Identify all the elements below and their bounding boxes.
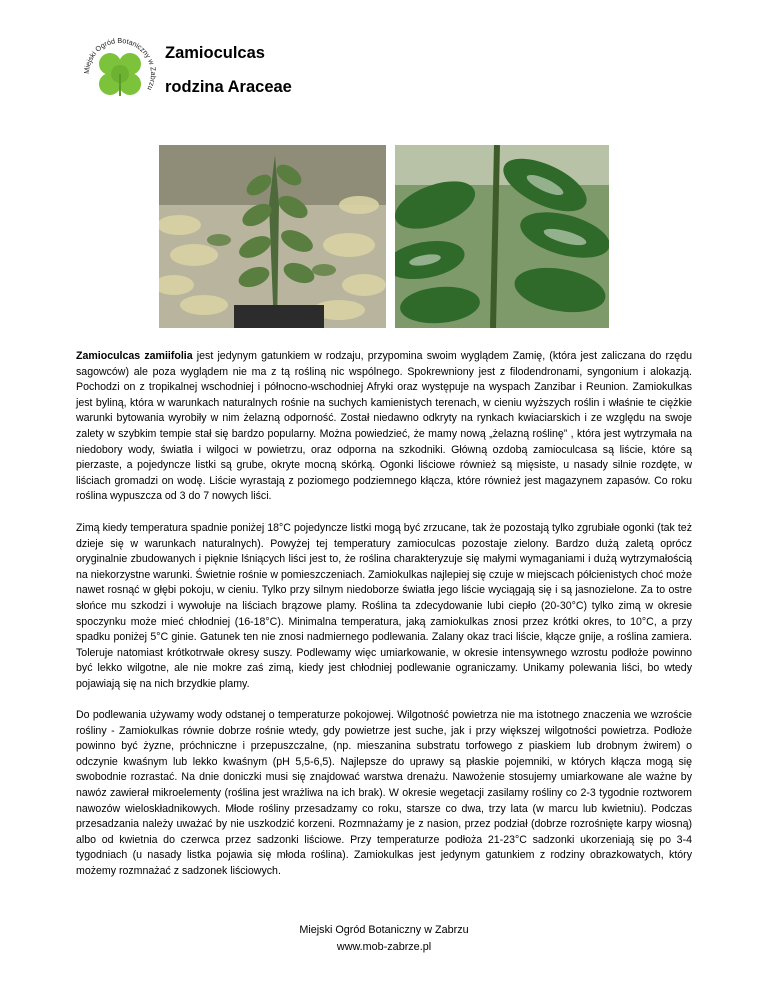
page-title: Zamioculcas: [165, 44, 265, 62]
footer-url: www.mob-zabrze.pl: [336, 941, 432, 953]
footer-name: Miejski Ogród Botaniczny w Zabrzu: [299, 924, 469, 936]
photo-leaves-closeup: [395, 145, 609, 328]
species-name: Zamioculcas zamiifolia: [76, 350, 193, 362]
page-subtitle: rodzina Araceae: [165, 78, 292, 96]
logo-lettering: Miejski Ogród Botaniczny w Zabrzu: [82, 36, 158, 92]
photo-plant-pot: [159, 145, 386, 328]
garden-logo: [82, 36, 158, 112]
paragraph-care: Zimą kiedy temperatura spadnie poniżej 18°C pojedyncze listki mogą być zrzucane, tak że pozostają tylko zgrubiałe ogonki (tak też dzieje się w warunkach naturalnych). Powyżej tej temperatury zamioculcas pozostaje zielony. Bardzo dużą zaletą oprócz oryginalnie zbudowanych i pięknie lśniących liści jest to, że roślina charakteryzuje się małymi wymaganiami i dużą wytrzymałością na niekorzystne warunki. Świetnie rośnie w pomieszczeniach. Zamiokulkas najlepiej się czuje w miejscach półcienistych choć może nawet rosnąć w głębi pokoju, w cieniu. Tylko przy silnym niedoborze światła jego liście wyciągają się i są jasnozielone. Za to ostre słońce mu szkodzi i wywołuje na liściach brązowe plamy. Roślina ta zdecydowanie lubi ciepło (20-30°C) tylko zimą w okresie spoczynku może mieć chłodniej (16-18°C). Minimalna temperatura, jaką zamiokulkas znosi przez krótki okres, to 10°C, a przy spadku poniżej 5°C ginie. Gatunek ten nie znosi nadmiernego podlewania. Zalany okaz traci liście, kłącze gnije, a roślina zamiera. Toleruje natomiast krótkotrwałe okresy suszy. Podlewamy więc umiarkowanie, w okresie intensywnego wzrostu podłoże powinno być lekko wilgotne, ale nie mokre zaś zimą, kiedy jest chłodniej podlewanie ograniczamy. Unikamy polewania liści, bo wtedy pojawiają się na nich brzydkie plamy.: [76, 522, 692, 690]
clover-icon: [99, 53, 141, 96]
paragraph-description: [76, 349, 692, 505]
paragraph-description-text: jest jedynym gatunkiem w rodzaju, przypomina swoim wyglądem Zamię, (która jest zaliczana do rzędu sagowców) ale poza wyglądem nie ma z tą rośliną nic wspólnego. Spokrewniony jest z filodendronami, syngonium i alokazją. Pochodzi on z tropikalnej wschodniej i północno-wschodniej Afryki oraz występuje na wyspach Zanzibar i Reunion. Zamiokulkas jest byliną, która w warunkach naturalnych rośnie na suchych kamienistych terenach, w cieniu wyższych roślin i właśnie te ciężkie warunki bytowania wyrobiły w nim żelazną odporność. Został niedawno odkryty na rynkach kwiaciarskich i ze względu na swoje zalety w szybkim tempie stał się bardzo popularny. Można powiedzieć, że mamy nową „żelazną roślinę” , która jest wytrzymała na niedobory wody, światła i wilgoci w powietrzu, oraz odporna na szkodniki. Główną ozdobą zamioculcasa są liście, które są pierzaste, a pojedyncze listki są grube, okryte mocną skórką. Ogonki liściowe również są mięsiste, u nasady silnie rozdęte, w liściach gromadzi on wodę. Liście wyrastają z poziomego podziemnego kłącza, które również jest magazynem zapasów. Co roku roślina wypuszcza od 3 do 7 nowych liści.: [76, 350, 692, 503]
paragraph-cultivation: Do podlewania używamy wody odstanej o temperaturze pokojowej. Wilgotność powietrza nie ma istotnego znaczenia we wzroście rośliny - Zamiokulkas równie dobrze rośnie wtedy, gdy powietrze jest suche, jak i przy większej wilgotności powietrza. Podłoże powinno być żyzne, próchniczne i przepuszczalne, (np. mieszanina substratu torfowego z piaskiem lub drobnym żwirem) o odczynie kwaśnym lub lekko kwaśnym (pH 5,5-6,5). Najlepsze do uprawy są płaskie pojemniki, w których kłącza mogą się swobodnie rozrastać. Na dnie doniczki musi się znajdować warstwa drenażu. Nawożenie stosujemy umiarkowane ale ważne by nawóz zawierał mikroelementy (roślina jest wrażliwa na ich brak). W okresie wegetacji zasilamy rośliny co 2-3 tygodnie roztworem nawozów wieloskładnikowych. Młode rośliny przesadzamy co roku, starsze co dwa, trzy lata (w marcu lub kwietniu). Podczas przesadzania należy uważać by nie uszkodzić korzeni. Rozmnażamy je z nasion, przez podział (dobrze rozrośnięte karpy wiosną) albo od kwietnia do czerwca przez sadzonki liściowe. Przy temperaturze podłoża 21-23°C sadzonki ukorzeniają się po 3-4 tygodniach (u nasady listka pojawia się młoda roślina). Zamiokulkas jest jedynym gatunkiem z rodziny obrazkowatych, który możemy rozmnażać z sadzonek liściowych.: [76, 709, 692, 877]
